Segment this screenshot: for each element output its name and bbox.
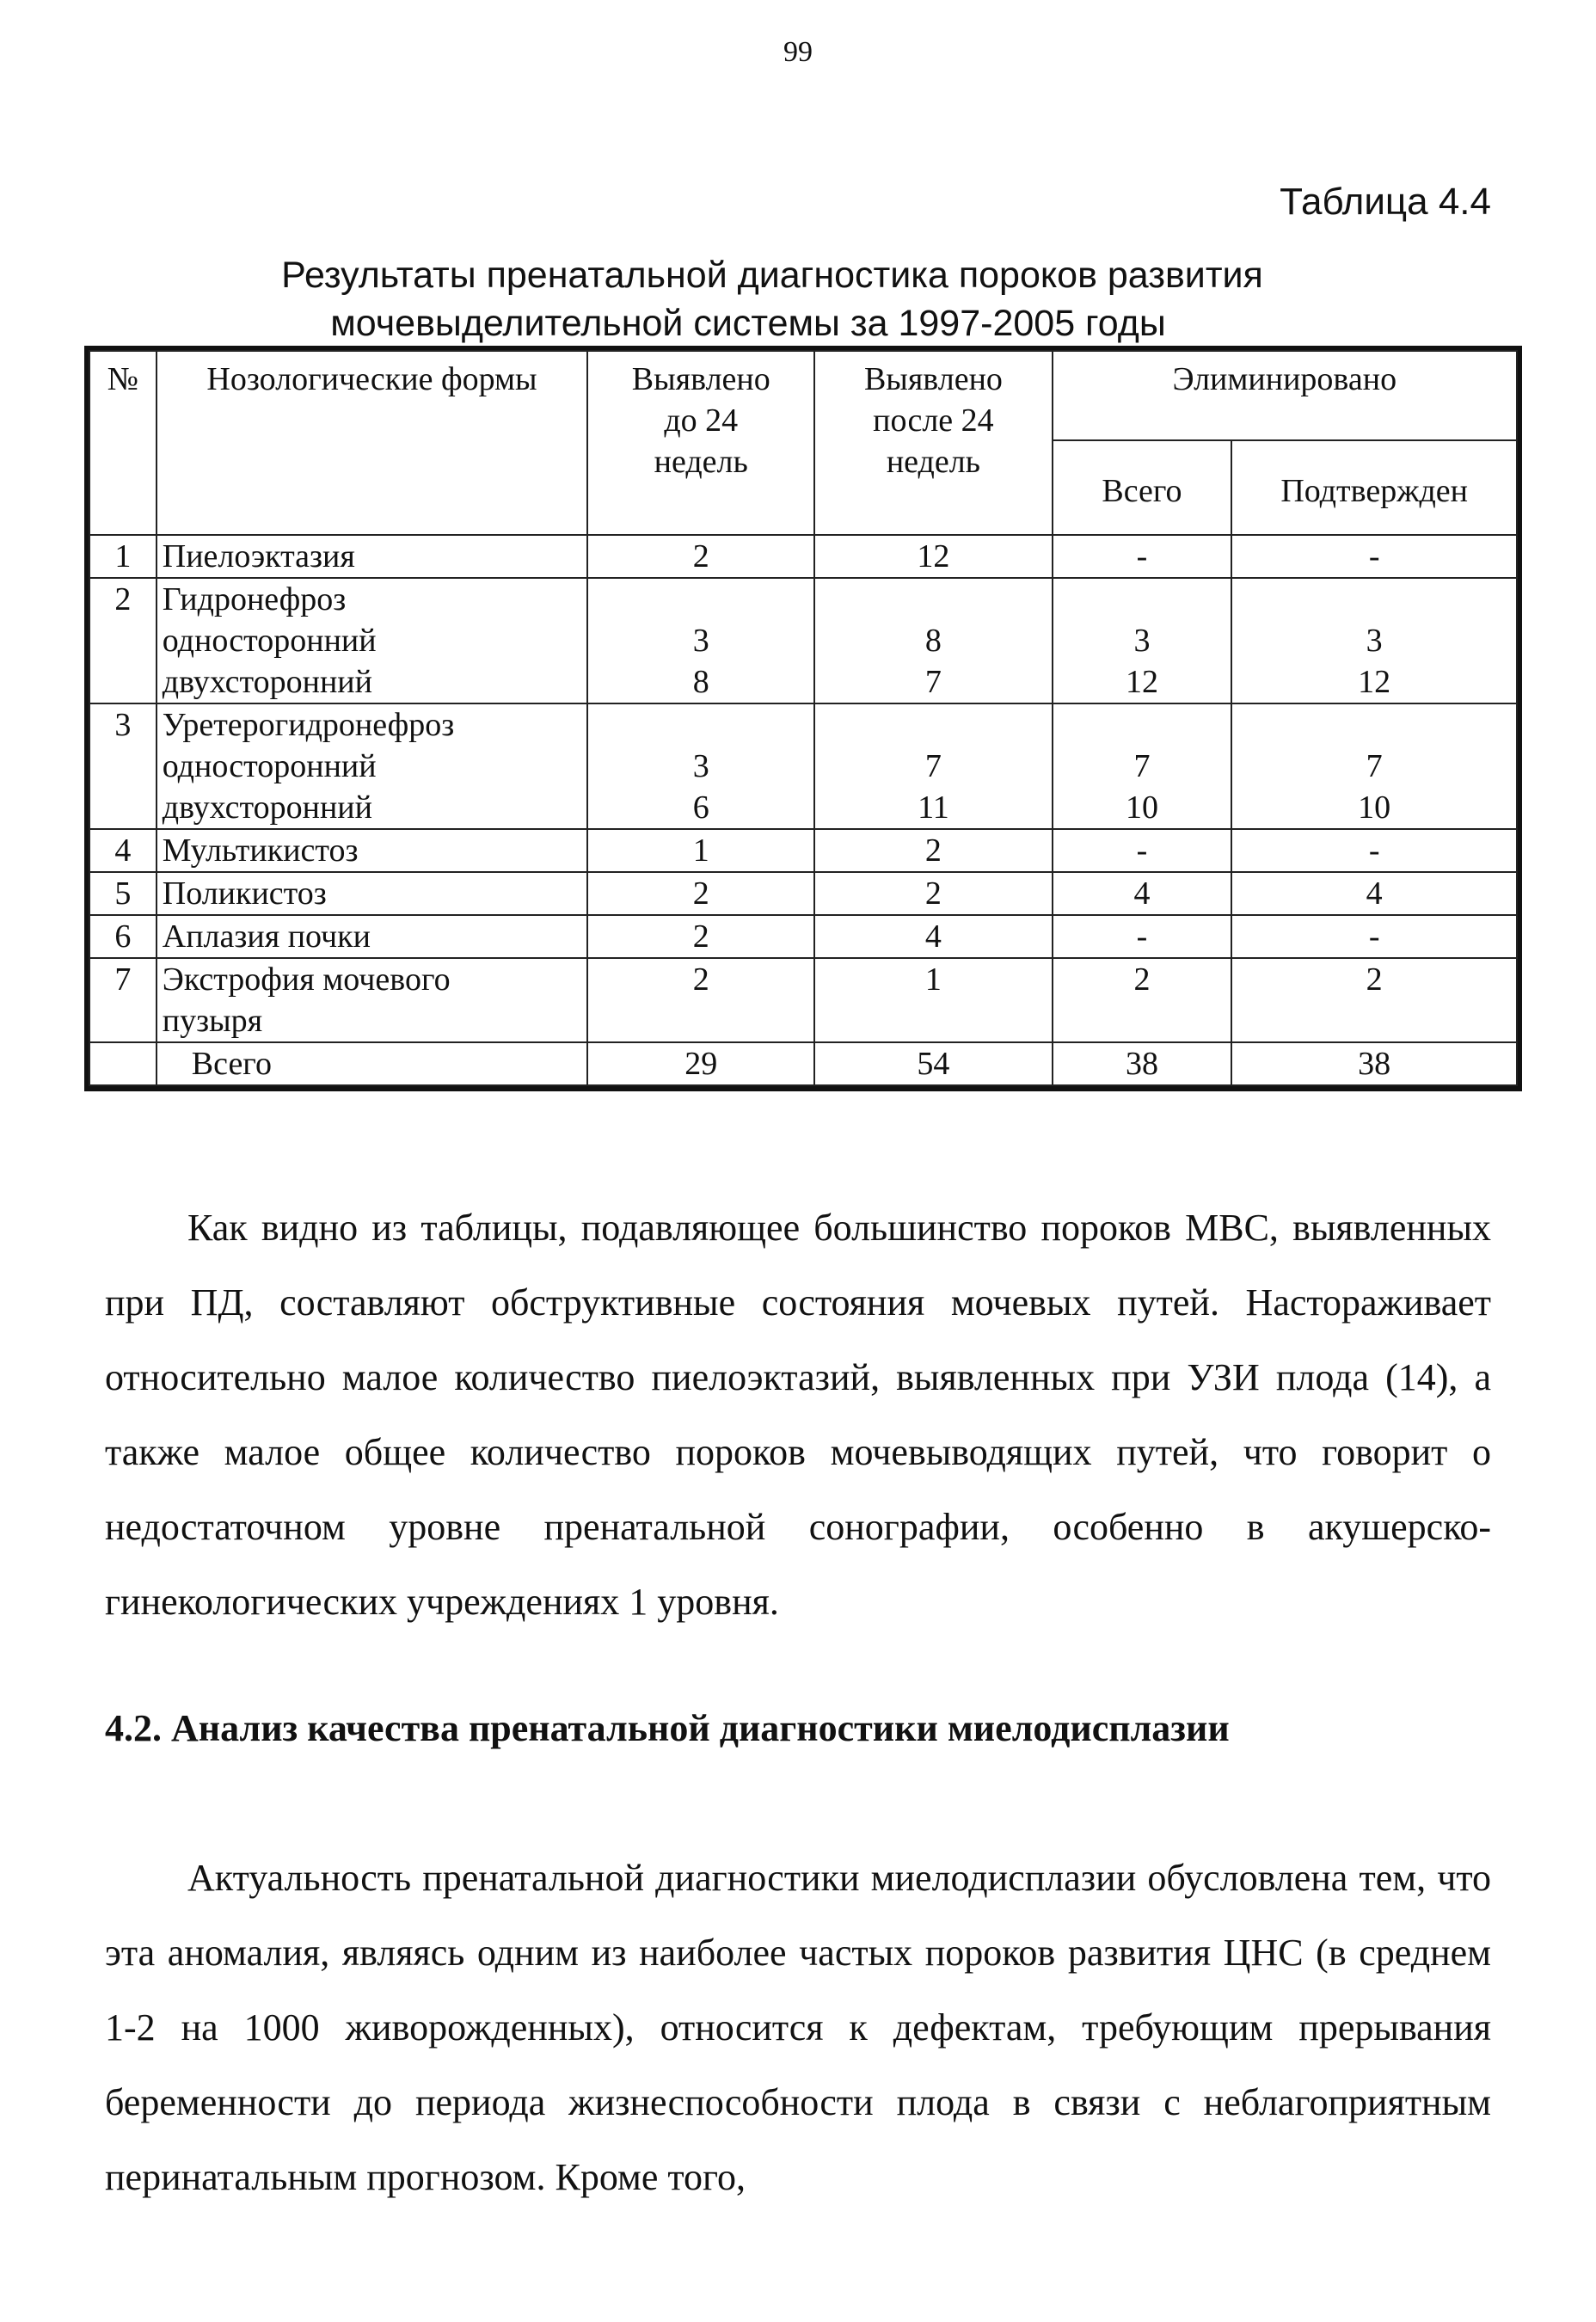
header-after-24: Выявлено после 24 недель — [814, 351, 1052, 535]
detected-before-24 — [587, 703, 814, 829]
row-number: 3 — [89, 703, 157, 829]
table-row — [89, 703, 1517, 829]
eliminated-confirmed-line: 2 — [1366, 961, 1383, 998]
detected-after-24 — [814, 872, 1052, 915]
detected-before-24-line: 3 — [692, 623, 709, 659]
detected-after-24-line: 7 — [924, 748, 942, 784]
eliminated-total-line: 7 — [1133, 748, 1151, 784]
eliminated-total-line: 10 — [1125, 789, 1158, 826]
total-row-empty — [89, 1042, 157, 1085]
section-heading: 4.2. Анализ качества пренатальной диагностики миелодисплазии — [105, 1707, 1230, 1749]
eliminated-confirmed-line — [1237, 579, 1511, 620]
eliminated-total-line: - — [1136, 832, 1148, 869]
nosology-form — [157, 958, 587, 1042]
nosology-form — [157, 872, 587, 915]
header-eliminated-total: Всего — [1053, 440, 1232, 535]
detected-before-24-line: 2 — [692, 918, 709, 955]
eliminated-total-line: 12 — [1125, 664, 1158, 700]
paragraph-2-text: Актуальность пренатальной диагностики миелодисплазии обусловлена тем, что эта аномалия, являясь одним из наиболее частых пороков развития ЦНС (в среднем 1-2 на 1000 живорожденных), относится к дефектам, требующим прерывания беременности до периода жизнеспособности плода в связи с неблагоприятным перинатальным прогнозом. Кроме того, — [105, 1857, 1491, 2198]
table-row — [89, 872, 1517, 915]
table-row — [89, 958, 1517, 1042]
row-number: 6 — [89, 915, 157, 958]
page-number: 99 — [783, 36, 813, 68]
table-row — [89, 829, 1517, 872]
nosology-form — [157, 829, 587, 872]
detected-after-24 — [814, 535, 1052, 578]
eliminated-confirmed-line: 10 — [1358, 789, 1391, 826]
detected-before-24-line: 3 — [692, 748, 709, 784]
nosology-form-line: Пиелоэктазия — [162, 538, 355, 574]
detected-after-24 — [814, 829, 1052, 872]
total-row — [89, 1042, 1517, 1085]
eliminated-total-line — [1059, 704, 1226, 746]
detected-before-24-line: 2 — [692, 538, 709, 574]
table-row — [89, 915, 1517, 958]
eliminated-total — [1053, 958, 1232, 1042]
total-eliminated: 38 — [1053, 1042, 1232, 1085]
paragraph-1 — [105, 1190, 1491, 1639]
total-before-24: 29 — [587, 1042, 814, 1085]
eliminated-total-line: 2 — [1133, 961, 1151, 998]
detected-before-24-line: 1 — [692, 832, 709, 869]
total-after-24: 54 — [814, 1042, 1052, 1085]
nosology-form-line: Экстрофия мочевого — [162, 961, 451, 998]
eliminated-confirmed-line: - — [1368, 918, 1380, 955]
eliminated-total-line: - — [1136, 538, 1148, 574]
eliminated-total-line: 3 — [1133, 623, 1151, 659]
detected-before-24 — [587, 915, 814, 958]
eliminated-total-line: 4 — [1133, 875, 1151, 912]
nosology-form-line: Уретерогидронефроз — [162, 707, 455, 743]
eliminated-confirmed-line: 3 — [1366, 623, 1383, 659]
nosology-form — [157, 703, 587, 829]
detected-after-24 — [814, 915, 1052, 958]
eliminated-confirmed — [1231, 703, 1517, 829]
nosology-form — [157, 578, 587, 703]
row-number: 4 — [89, 829, 157, 872]
eliminated-confirmed — [1231, 872, 1517, 915]
eliminated-confirmed-line: 4 — [1366, 875, 1383, 912]
eliminated-total — [1053, 872, 1232, 915]
detected-before-24 — [587, 872, 814, 915]
nosology-form-line: Поликистоз — [162, 875, 327, 912]
detected-before-24 — [587, 958, 814, 1042]
eliminated-total-line — [1059, 579, 1226, 620]
detected-after-24 — [814, 578, 1052, 703]
eliminated-confirmed-line: 12 — [1358, 664, 1391, 700]
nosology-form-line: пузыря — [162, 1003, 263, 1039]
eliminated-confirmed — [1231, 829, 1517, 872]
table-caption-line-1: Результаты пренатальной диагностика пороков развития — [281, 255, 1263, 296]
eliminated-confirmed — [1231, 535, 1517, 578]
detected-after-24-line: 2 — [924, 832, 942, 869]
header-eliminated: Элиминировано — [1053, 351, 1517, 440]
row-number: 5 — [89, 872, 157, 915]
nosology-form-line: двухсторонний — [162, 789, 372, 826]
detected-after-24-line: 2 — [924, 875, 942, 912]
detected-after-24-line — [820, 704, 1046, 746]
detected-before-24-line: 2 — [692, 875, 709, 912]
header-number: № — [89, 351, 157, 535]
header-eliminated-confirmed: Подтвержден — [1231, 440, 1517, 535]
eliminated-total — [1053, 578, 1232, 703]
results-table-frame — [84, 346, 1522, 1091]
nosology-form — [157, 915, 587, 958]
header-before-24: Выявлено до 24 недель — [587, 351, 814, 535]
eliminated-total — [1053, 703, 1232, 829]
detected-after-24-line: 12 — [917, 538, 950, 574]
eliminated-confirmed-line: 7 — [1366, 748, 1383, 784]
detected-after-24-line: 8 — [924, 623, 942, 659]
eliminated-confirmed — [1231, 578, 1517, 703]
total-confirmed: 38 — [1231, 1042, 1517, 1085]
eliminated-total — [1053, 829, 1232, 872]
eliminated-total — [1053, 915, 1232, 958]
row-number: 7 — [89, 958, 157, 1042]
paragraph-1-text: Как видно из таблицы, подавляющее большинство пороков МВС, выявленных при ПД, составляют обструктивные состояния мочевых путей. Настораживает относительно малое количество пиелоэктазий, выявленных при УЗИ плода (14), а также малое общее количество пороков мочевыводящих путей, что говорит о недостаточном уровне пренатальной сонографии, особенно в акушерско-гинекологических учреждениях 1 уровня. — [105, 1207, 1491, 1623]
eliminated-confirmed — [1231, 958, 1517, 1042]
nosology-form-line: Гидронефроз — [162, 581, 347, 617]
table-row — [89, 578, 1517, 703]
table-body — [89, 535, 1517, 1085]
detected-before-24 — [587, 829, 814, 872]
detected-before-24-line — [593, 704, 808, 746]
header-forms: Нозологические формы — [157, 351, 587, 535]
nosology-form-line: Аплазия почки — [162, 918, 371, 955]
detected-after-24-line: 4 — [924, 918, 942, 955]
detected-before-24-line: 6 — [692, 789, 709, 826]
nosology-form-line: Мультикистоз — [162, 832, 359, 869]
table-row — [89, 535, 1517, 578]
row-number: 2 — [89, 578, 157, 703]
table-caption-line-2: мочевыделительной системы за 1997-2005 годы — [330, 303, 1166, 344]
detected-after-24-line: 1 — [924, 961, 942, 998]
eliminated-confirmed — [1231, 915, 1517, 958]
eliminated-total-line: - — [1136, 918, 1148, 955]
nosology-form-line: односторонний — [162, 623, 377, 659]
nosology-form — [157, 535, 587, 578]
eliminated-total — [1053, 535, 1232, 578]
table-label: Таблица 4.4 — [1280, 181, 1491, 223]
detected-after-24-line — [820, 579, 1046, 620]
paragraph-2 — [105, 1840, 1491, 2214]
results-table — [89, 350, 1518, 1086]
detected-before-24 — [587, 578, 814, 703]
detected-before-24-line: 8 — [692, 664, 709, 700]
detected-before-24 — [587, 535, 814, 578]
total-row-label: Всего — [157, 1042, 587, 1085]
row-number: 1 — [89, 535, 157, 578]
eliminated-confirmed-line — [1237, 704, 1511, 746]
detected-after-24 — [814, 958, 1052, 1042]
detected-after-24-line: 7 — [924, 664, 942, 700]
detected-after-24 — [814, 703, 1052, 829]
nosology-form-line: односторонний — [162, 748, 377, 784]
detected-before-24-line: 2 — [692, 961, 709, 998]
eliminated-confirmed-line: - — [1368, 538, 1380, 574]
nosology-form-line: двухсторонний — [162, 664, 372, 700]
detected-before-24-line — [593, 579, 808, 620]
detected-after-24-line: 11 — [918, 789, 949, 826]
eliminated-confirmed-line: - — [1368, 832, 1380, 869]
